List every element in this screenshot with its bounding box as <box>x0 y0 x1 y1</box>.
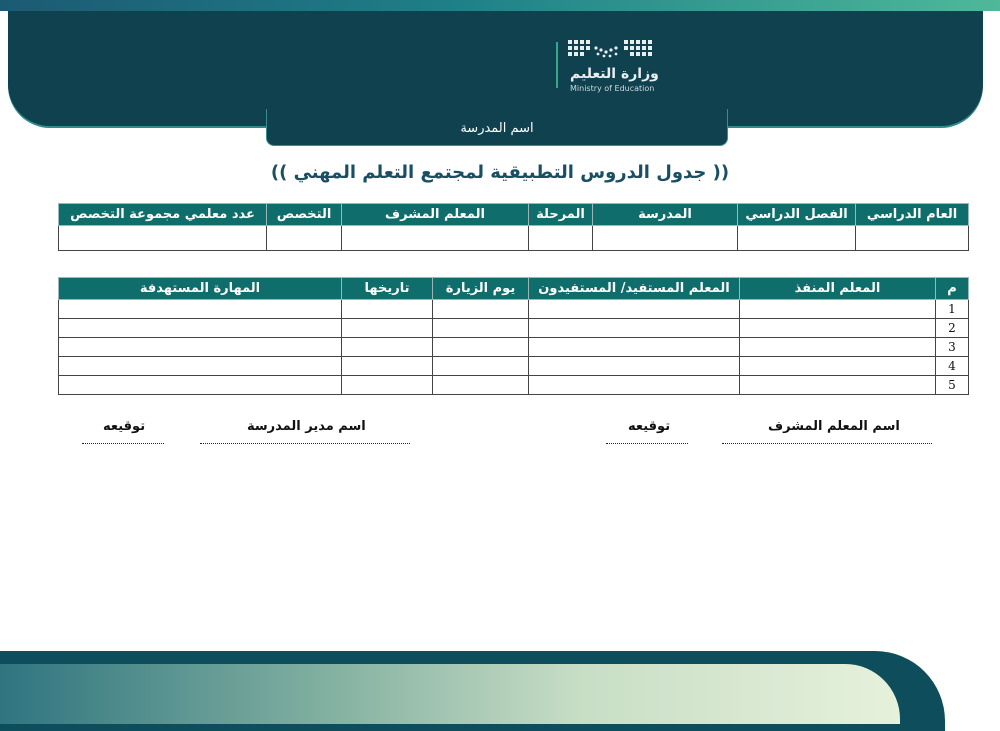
lessons-table-header <box>59 278 969 300</box>
info-input-cell[interactable] <box>59 226 267 251</box>
lesson-cell[interactable] <box>342 376 433 395</box>
info-header-cell: العام الدراسي <box>856 204 969 226</box>
info-input-cell[interactable] <box>267 226 342 251</box>
table-row <box>59 300 969 319</box>
lessons-header-cell: المعلم المستفيد/ المستفيدون <box>529 278 740 300</box>
lesson-cell[interactable] <box>529 300 740 319</box>
footer-gradient <box>0 664 900 724</box>
principal-signature-line[interactable] <box>82 443 164 444</box>
lesson-cell[interactable] <box>529 376 740 395</box>
info-input-cell[interactable] <box>529 226 593 251</box>
page-title: (( جدول الدروس التطبيقية لمجتمع التعلم المهني )) <box>270 162 730 183</box>
lesson-cell[interactable] <box>342 300 433 319</box>
principal-name-label: اسم مدير المدرسة <box>247 419 366 434</box>
lesson-cell[interactable] <box>59 376 342 395</box>
school-name-tab: اسم المدرسة <box>266 109 728 146</box>
lesson-cell[interactable] <box>59 357 342 376</box>
lesson-cell[interactable] <box>433 300 529 319</box>
lesson-cell[interactable] <box>529 319 740 338</box>
lesson-cell[interactable] <box>59 319 342 338</box>
info-input-cell[interactable] <box>593 226 738 251</box>
row-number: 1 <box>936 300 969 319</box>
lesson-cell[interactable] <box>342 338 433 357</box>
lesson-cell[interactable] <box>529 338 740 357</box>
lesson-cell[interactable] <box>740 357 936 376</box>
lesson-cell[interactable] <box>59 300 342 319</box>
principal-name-line[interactable] <box>200 443 410 444</box>
table-row <box>59 226 969 251</box>
lessons-table <box>58 277 969 395</box>
lesson-cell[interactable] <box>740 319 936 338</box>
lesson-cell[interactable] <box>740 300 936 319</box>
supervisor-signature-line[interactable] <box>606 443 688 444</box>
supervisor-signature-label: توقيعه <box>628 419 671 434</box>
row-number: 2 <box>936 319 969 338</box>
row-number: 4 <box>936 357 969 376</box>
info-table-header <box>59 204 969 226</box>
table-row <box>59 338 969 357</box>
lesson-cell[interactable] <box>433 357 529 376</box>
info-table <box>58 203 969 251</box>
table-row <box>59 319 969 338</box>
row-number: 5 <box>936 376 969 395</box>
lesson-cell[interactable] <box>529 357 740 376</box>
supervisor-name-line[interactable] <box>722 443 932 444</box>
lesson-cell[interactable] <box>59 338 342 357</box>
logo-dots-icon <box>568 38 688 64</box>
lesson-cell[interactable] <box>740 376 936 395</box>
row-number: 3 <box>936 338 969 357</box>
lesson-cell[interactable] <box>433 338 529 357</box>
info-header-cell: المعلم المشرف <box>342 204 529 226</box>
supervisor-name-label: اسم المعلم المشرف <box>768 419 900 434</box>
logo-divider <box>556 42 558 88</box>
top-gradient-strip <box>0 0 1000 11</box>
lessons-header-cell: المعلم المنفذ <box>740 278 936 300</box>
info-input-cell[interactable] <box>856 226 969 251</box>
info-header-cell: المرحلة <box>529 204 593 226</box>
ministry-logo <box>556 38 696 96</box>
info-header-cell: التخصص <box>267 204 342 226</box>
principal-signature-label: توقيعه <box>103 419 146 434</box>
info-header-cell: الفصل الدراسي <box>738 204 856 226</box>
lesson-cell[interactable] <box>740 338 936 357</box>
info-header-cell: عدد معلمي مجموعة التخصص <box>59 204 267 226</box>
logo-arabic-text: وزارة التعليم <box>570 66 659 82</box>
lesson-cell[interactable] <box>433 376 529 395</box>
lessons-header-cell: تاريخها <box>342 278 433 300</box>
info-input-cell[interactable] <box>342 226 529 251</box>
info-header-cell: المدرسة <box>593 204 738 226</box>
lesson-cell[interactable] <box>433 319 529 338</box>
table-row <box>59 376 969 395</box>
lesson-cell[interactable] <box>342 357 433 376</box>
lessons-header-cell: م <box>936 278 969 300</box>
lessons-header-cell: يوم الزيارة <box>433 278 529 300</box>
logo-english-text: Ministry of Education <box>570 84 655 93</box>
lessons-header-cell: المهارة المستهدفة <box>59 278 342 300</box>
lesson-cell[interactable] <box>342 319 433 338</box>
table-row <box>59 357 969 376</box>
info-input-cell[interactable] <box>738 226 856 251</box>
